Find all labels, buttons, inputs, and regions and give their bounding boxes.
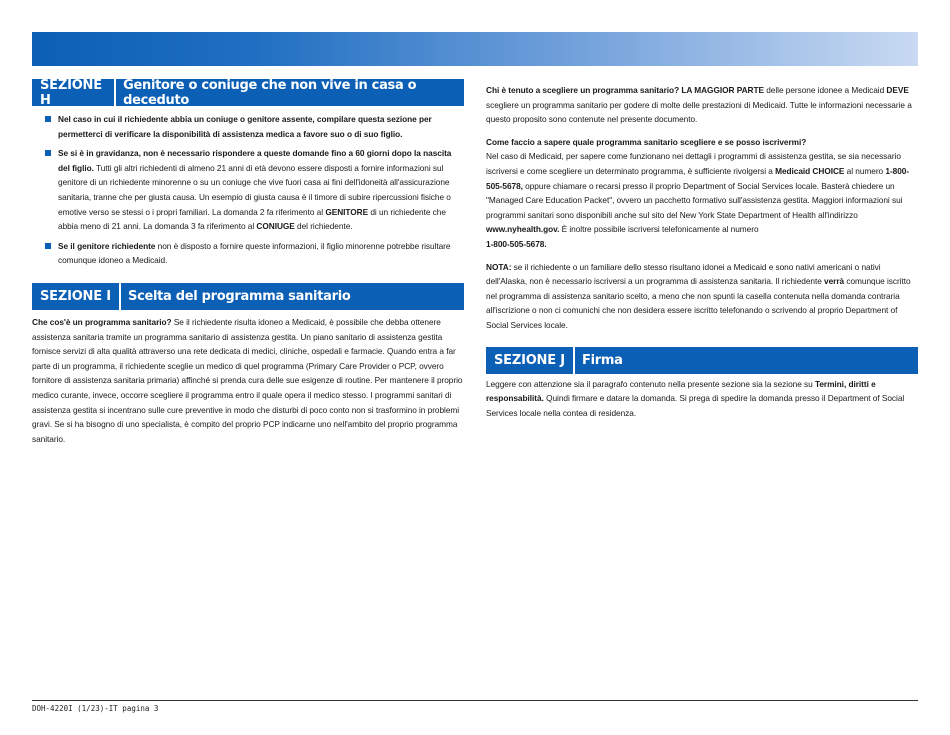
right-column: [486, 83, 918, 420]
how-to-choose-heading: Come faccio a sapere quale programma sanitario scegliere e se posso iscrivermi?: [486, 136, 807, 147]
footer-divider: [32, 700, 918, 701]
list-item: [32, 146, 464, 234]
medicaid-choice-bold: Medicaid CHOICE: [775, 165, 845, 176]
who-must-choose-text-2: scegliere un programma sanitario per godere di molte delle prestazioni di Medicaid. Tutte le informazioni necessarie a questo proposito sono contenute nel presente documento.: [486, 99, 912, 125]
how-to-choose-text-2: al numero: [844, 165, 886, 176]
bullet-square-icon: [45, 243, 51, 249]
note-paragraph: [486, 260, 918, 333]
bullet-2-text: Tutti gli altri richiedenti di almeno 21 anni di età devono essere disposti a fornire informazioni sul genitore di un richiedente minorenne o su un coniuge che vive fuori casa ai fini dell'idoneità all'assicurazione sanitaria, tranne che per giusta causa. Un esempio di giusta causa è il timore di subire ripercussioni fisiche o emotive verso se stessi o i propri familiari. La domanda 2 fa riferimento al: [58, 162, 451, 217]
who-must-choose-paragraph: [486, 83, 918, 127]
note-text-2: comunque iscritto nel programma di assistenza sanitario scelto, a meno che non spunti la casella contenuta nella domanda contraria all'iscrizione o non ci comunichi che non desidera essere iscritto telefonando o scrivendo al proprio Department of Social Services locale.: [486, 276, 911, 330]
section-j-paragraph: [486, 377, 918, 421]
section-j-code: SEZIONE J: [486, 347, 575, 374]
section-i-header: [32, 283, 464, 310]
who-must-choose-text: delle persone idonee a Medicaid: [763, 85, 887, 95]
list-item: [32, 239, 464, 268]
footer-form-id: DOH-4220I (1/23)-IT pagina 3: [32, 704, 159, 713]
section-j-header: [486, 347, 918, 374]
deve-bold: DEVE: [886, 85, 909, 95]
how-to-choose-text: Nel caso di Medicaid, per sapere come funzionano nei dettagli i programmi di assistenza gestita, se sia necessario iscriversi e come scegliere un determinato programma, è sufficiente rivolgersi a: [486, 151, 901, 176]
section-h-code: SEZIONE H: [32, 79, 116, 106]
note-label: NOTA:: [486, 261, 512, 272]
section-i-paragraph: [32, 315, 464, 446]
bullet-square-icon: [45, 150, 51, 156]
terms-bold: Termini, diritti e responsabilità.: [486, 378, 876, 404]
bullet-2-text-3: del richiedente.: [294, 221, 353, 232]
bullet-2-bold: Se si è in gravidanza, non è necessario rispondere a queste domande fino a 60 giorni dopo la nascita del figlio.: [58, 148, 452, 173]
how-to-choose-paragraph: [486, 135, 918, 252]
section-j-text: Leggere con attenzione sia il paragrafo contenuto nella presente sezione sia la sezione su: [486, 378, 815, 389]
who-must-choose-bold: Chi è tenuto a scegliere un programma sanitario? LA MAGGIOR PARTE: [486, 85, 764, 95]
section-j-title: Firma: [582, 352, 623, 368]
verra-bold: verrà: [824, 276, 845, 287]
phone-number-bold: 1-800-505-5678,: [486, 165, 910, 191]
phone-number-bold-2: 1-800-505-5678.: [486, 238, 547, 249]
section-i-question: Che cos'è un programma sanitario?: [32, 316, 172, 327]
bullet-3-bold: Se il genitore richiedente: [58, 240, 156, 251]
section-i-code: SEZIONE I: [32, 283, 121, 310]
bullet-2-bold-genitore: GENITORE: [325, 206, 369, 217]
section-h-header: [32, 79, 464, 106]
bullet-2-bold-coniuge: CONIUGE: [256, 221, 295, 232]
how-to-choose-text-3: oppure chiamare o recarsi presso il proprio Department of Social Services locale. Basterà chiedere un "Managed Care Education Packet", ovvero un pacchetto formativo sull'assistenza gestita. Maggiori informazioni sui programmi sanitari sono disponibili anche sul sito del New York State Department of Health all'indirizzo: [486, 180, 903, 220]
website-bold: www.nyhealth.gov.: [486, 224, 560, 235]
section-h-bullets: [32, 112, 464, 268]
section-i-text: Se il richiedente risulta idoneo a Medicaid, è possibile che debba ottenere assistenza sanitaria tramite un programma sanitario di assistenza gestita. Un piano sanitario di assistenza gestita fornisce servizi di alta qualità attraverso una rete dedicata di medici, cliniche, ospedali e farmacie. Quando entra a far parte di un programma, il richiedente sceglie un medico di quel programma (Primary Care Provider o PCP, ovvero fornitore di assistenza sanitaria primaria) affinché si prenda cura delle sue esigenze di routine. Per mantenere il proprio medico curante, invece, occorre scegliere il programma entro il quale opera il medico stesso. I programmi sanitari di assistenza gestita si incentrano sulle cure preventive in modo che disturbi di poco conto non si trasformino in problemi gravi. Se si ha bisogno di uno specialista, è compito del proprio PCP indicarne uno nell'ambito del proprio programma sanitario.: [32, 316, 463, 444]
bullet-square-icon: [45, 116, 51, 122]
bullet-1-bold: Nel caso in cui il richiedente abbia un coniuge o genitore assente, compilare questa sezione per permetterci di verificare la disponibilità di assistenza medica a favore suo o di suo figlio.: [58, 114, 432, 139]
bullet-3-text: non è disposto a fornire queste informazioni, il figlio minorenne potrebbe risultare comunque idoneo a Medicaid.: [58, 240, 451, 266]
header-band: [32, 32, 918, 66]
how-to-choose-text-4: È inoltre possibile iscriversi telefonicamente al numero: [559, 224, 759, 235]
note-text: se il richiedente o un familiare dello stesso risultano idonei a Medicaid e sono nativi americani o nativi dell'Alaska, non è necessario iscriversi a un programma di assistenza sanitaria. Il richiedente: [486, 261, 881, 287]
left-column: [32, 79, 464, 446]
section-j-text-2: Quindi firmare e datare la domanda. Si prega di spedire la domanda presso il Department of Social Services locale nella contea di residenza.: [486, 393, 905, 418]
section-h-title: Genitore o coniuge che non vive in casa o deceduto: [123, 77, 417, 108]
list-item: [32, 112, 464, 141]
bullet-2-text-2: di un richiedente che abbia meno di 21 anni. La domanda 3 fa riferimento al: [58, 206, 446, 232]
section-i-title: Scelta del programma sanitario: [128, 288, 351, 304]
